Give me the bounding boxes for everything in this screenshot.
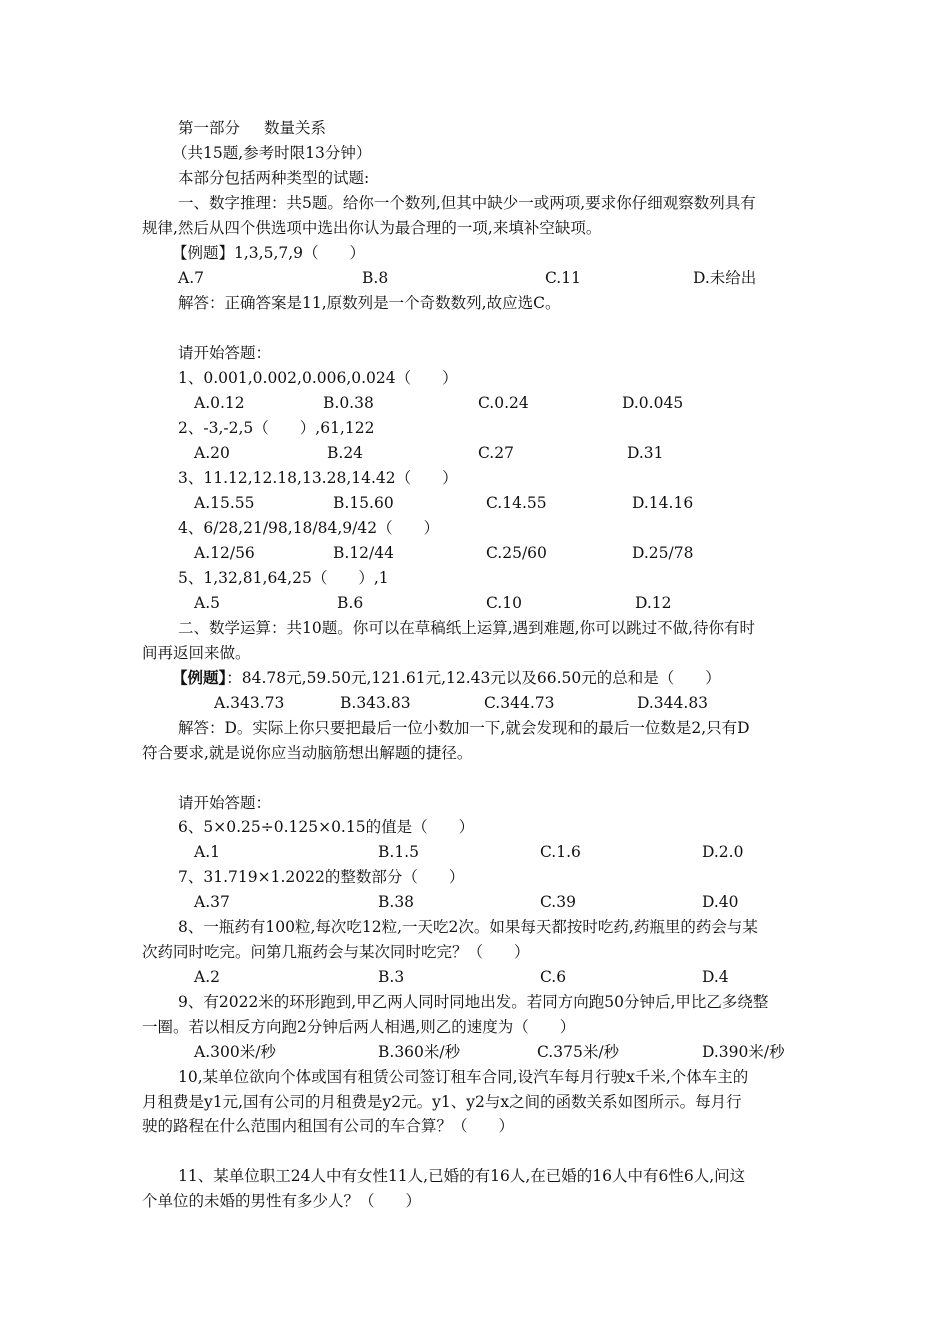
option-a: A.7 [178,269,204,287]
question-6-options [0,842,950,862]
question-8-options [0,967,950,987]
question-4-options [0,543,950,563]
option-a: A.300米/秒 [194,1043,276,1061]
section2-example [172,668,721,688]
part-heading [178,118,326,138]
option-c: C.11 [545,269,581,287]
option-a: A.15.55 [194,494,255,512]
option-b: B.8 [362,269,389,287]
option-b: B.15.60 [333,494,394,512]
section2-desc-line1: 二、数学运算：共10题。你可以在草稿纸上运算,遇到难题,你可以跳过不做,待你有时 [178,619,756,637]
option-b: B.12/44 [333,544,394,562]
option-a: A.0.12 [194,394,245,412]
section1-desc-line1: 一、数字推理：共5题。给你一个数列,但其中缺少一或两项,要求你仔细观察数列具有 [178,194,756,212]
part-label: 第一部分 [178,119,241,137]
section2-answer-line2: 符合要求,就是说你应当动脑筋想出解题的捷径。 [142,744,473,762]
option-c: C.375米/秒 [537,1043,620,1061]
section2-start: 请开始答题： [178,794,272,812]
time-limit-note: （共15题,参考时限13分钟） [172,144,372,162]
question-2-options [0,443,950,463]
option-a: A.5 [194,594,220,612]
option-b: B.38 [378,893,415,911]
question-7-options [0,892,950,912]
option-d: D.25/78 [632,544,694,562]
option-a: A.2 [194,968,220,986]
section1-example: 【例题】1,3,5,7,9（ ） [172,244,366,262]
option-a: A.343.73 [214,694,285,712]
section2-desc-line2: 间再返回来做。 [142,644,251,662]
option-c: C.39 [540,893,576,911]
question-4: 4、6/28,21/98,18/84,9/42（ ） [178,519,440,537]
option-c: C.6 [540,968,567,986]
option-c: C.27 [478,444,514,462]
question-11-line1: 11、某单位职工24人中有女性11人,已婚的有16人,在已婚的16人中有6性6人,问这 [178,1167,746,1185]
question-10-line2: 月租费是y1元,国有公司的月租费是y2元。y1、y2与x之间的函数关系如图所示。每月行 [142,1093,742,1111]
option-c: C.25/60 [486,544,547,562]
question-3-options [0,493,950,513]
option-a: A.37 [194,893,230,911]
option-c: C.344.73 [484,694,555,712]
option-d: D.40 [702,893,739,911]
question-10-line3: 驶的路程在什么范围内租国有公司的车合算？（ ） [142,1117,515,1135]
question-11-line2: 个单位的未婚的男性有多少人？（ ） [142,1192,422,1210]
question-1: 1、0.001,0.002,0.006,0.024（ ） [178,369,458,387]
option-d: D.31 [627,444,664,462]
question-9-options [0,1042,950,1062]
option-b: B.343.83 [340,694,411,712]
section1-desc-line2: 规律,然后从四个供选项中选出你认为最合理的一项,来填补空缺项。 [142,219,602,237]
question-8-line2: 次药同时吃完。问第几瓶药会与某次同时吃完？（ ） [142,943,530,961]
question-9-line2: 一圈。若以相反方向跑2分钟后两人相遇,则乙的速度为（ ） [142,1018,576,1036]
option-a: A.20 [194,444,230,462]
question-8-line1: 8、一瓶药有100粒,每次吃12粒,一天吃2次。如果每天都按时吃药,药瓶里的药会与某 [178,918,758,936]
question-5-options [0,593,950,613]
option-b: B.1.5 [378,843,419,861]
option-b: B.360米/秒 [378,1043,461,1061]
question-1-options [0,393,950,413]
question-3: 3、11.12,12.18,13.28,14.42（ ） [178,469,458,487]
section2-example-text: ：84.78元,59.50元,121.61元,12.43元以及66.50元的总和是（ ） [226,669,721,687]
option-b: B.6 [337,594,364,612]
option-d: D.0.045 [622,394,684,412]
section1-example-options [0,268,950,288]
question-5: 5、1,32,81,64,25（ ）,1 [178,569,389,587]
option-a: A.1 [194,843,220,861]
section1-answer: 解答：正确答案是11,原数列是一个奇数数列,故应选C。 [178,294,561,312]
option-b: B.0.38 [323,394,374,412]
section2-answer-line1: 解答：D。实际上你只要把最后一位小数加一下,就会发现和的最后一位数是2,只有D [178,719,750,737]
option-d: D.14.16 [632,494,694,512]
intro-text: 本部分包括两种类型的试题: [178,169,370,187]
question-7: 7、31.719×1.2022的整数部分（ ） [178,868,465,886]
option-d: D.2.0 [702,843,744,861]
option-c: C.1.6 [540,843,581,861]
section2-example-options [0,693,950,713]
part-title: 数量关系 [264,119,327,137]
option-c: C.0.24 [478,394,529,412]
question-9-line1: 9、有2022米的环形跑到,甲乙两人同时同地出发。若同方向跑50分钟后,甲比乙多绕整 [178,993,769,1011]
option-d: D.344.83 [637,694,709,712]
question-6: 6、5×0.25÷0.125×0.15的值是（ ） [178,818,475,836]
section2-example-label: 【例题】 [172,668,227,687]
option-d: D.4 [702,968,729,986]
option-d: D.390米/秒 [702,1043,785,1061]
option-c: C.10 [486,594,522,612]
option-c: C.14.55 [486,494,547,512]
question-10-line1: 10,某单位欲向个体或国有租赁公司签订租车合同,设汽车每月行驶x千米,个体车主的 [178,1068,749,1086]
question-2: 2、-3,-2,5（ ）,61,122 [178,419,375,437]
option-d: D.未给出 [693,269,757,287]
section1-start: 请开始答题： [178,344,272,362]
option-b: B.3 [378,968,405,986]
option-d: D.12 [635,594,672,612]
option-b: B.24 [327,444,364,462]
option-a: A.12/56 [194,544,255,562]
